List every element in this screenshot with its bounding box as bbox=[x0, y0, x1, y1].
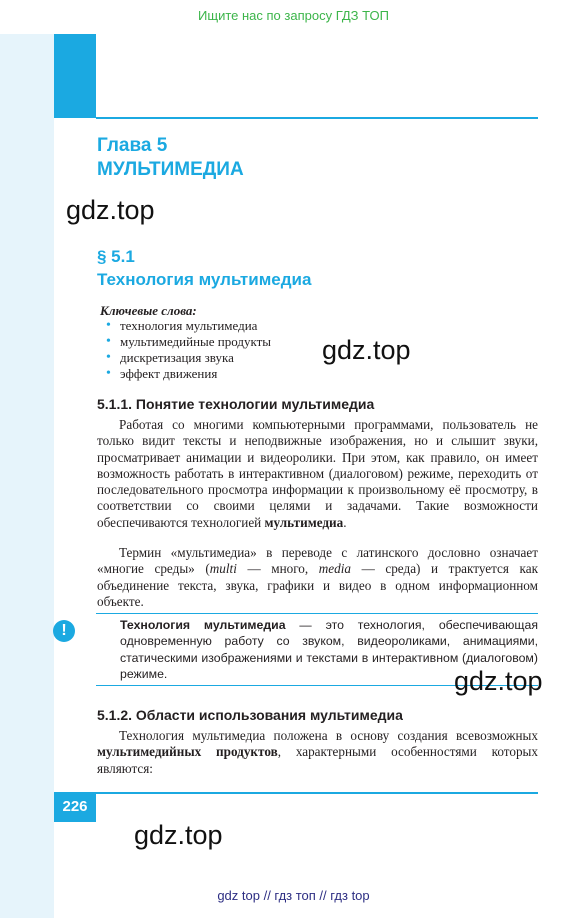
watermark: gdz.top bbox=[66, 195, 155, 225]
left-margin-band bbox=[0, 34, 54, 918]
list-item: • дискретизация звука bbox=[106, 350, 271, 366]
subsection-heading: 5.1.2. Области использования мультимедиа bbox=[97, 707, 403, 723]
definition-box: Технология мультимедиа — это технология, обеспечивающая одновременную работу со звуком, видеороликами, анимациями, статическими изображениями и текстами в интерактивном (диалоговом) режиме. bbox=[120, 618, 538, 681]
watermark: gdz.top bbox=[322, 335, 411, 365]
footer-text: gdz top // гдз топ // гдз top bbox=[217, 888, 370, 903]
paragraph: Работая со многими компьютерными программами, пользователь не только видит тексты и неподвижные изображения, но и слышит звуки, просматривает анимации и видеоролики. При этом, как правило, он имеет возможность работать в интерактивном (диалоговом) режиме, переходить от последовательного просмотра информации к произвольному её просмотру, в соответствии со своими целями и задачами. Такие возможности обеспечиваются технологией мультимедиа. bbox=[97, 417, 538, 530]
chapter-title: МУЛЬТИМЕДИА bbox=[97, 159, 244, 180]
keywords-title: Ключевые слова: bbox=[100, 303, 197, 318]
top-banner: Ищите нас по запросу ГДЗ ТОП bbox=[198, 8, 389, 23]
top-rule bbox=[96, 117, 538, 119]
section-heading bbox=[97, 245, 311, 291]
subsection-heading: 5.1.1. Понятие технологии мультимедиа bbox=[97, 396, 375, 412]
list-item: • технология мультимедиа bbox=[106, 318, 271, 334]
section-title: Технология мультимедиа bbox=[97, 270, 312, 289]
watermark: gdz.top bbox=[454, 666, 543, 696]
watermark: gdz.top bbox=[134, 820, 223, 850]
chapter-label: Глава 5 bbox=[97, 135, 168, 156]
bottom-rule bbox=[96, 792, 538, 794]
keywords-list bbox=[106, 318, 271, 382]
page-number: 226 bbox=[54, 792, 96, 822]
definition-rule-top bbox=[96, 613, 538, 614]
paragraph: Технология мультимедиа положена в основу создания всевозможных мультимедийных продуктов, характерными особенностями которых являются: bbox=[97, 728, 538, 776]
paragraph: Термин «мультимедиа» в переводе с латинского дословно означает «многие среды» (multi — много, media — среда) и трактуется как объединение текста, звука, графики и видео в одном информационном объекте. bbox=[97, 545, 539, 609]
list-item: • эффект движения bbox=[106, 366, 271, 382]
section-number: § 5.1 bbox=[97, 247, 135, 266]
exclamation-icon: ! bbox=[53, 620, 75, 642]
chapter-tab bbox=[54, 34, 96, 118]
list-item: • мультимедийные продукты bbox=[106, 334, 271, 350]
chapter-heading bbox=[97, 134, 244, 182]
